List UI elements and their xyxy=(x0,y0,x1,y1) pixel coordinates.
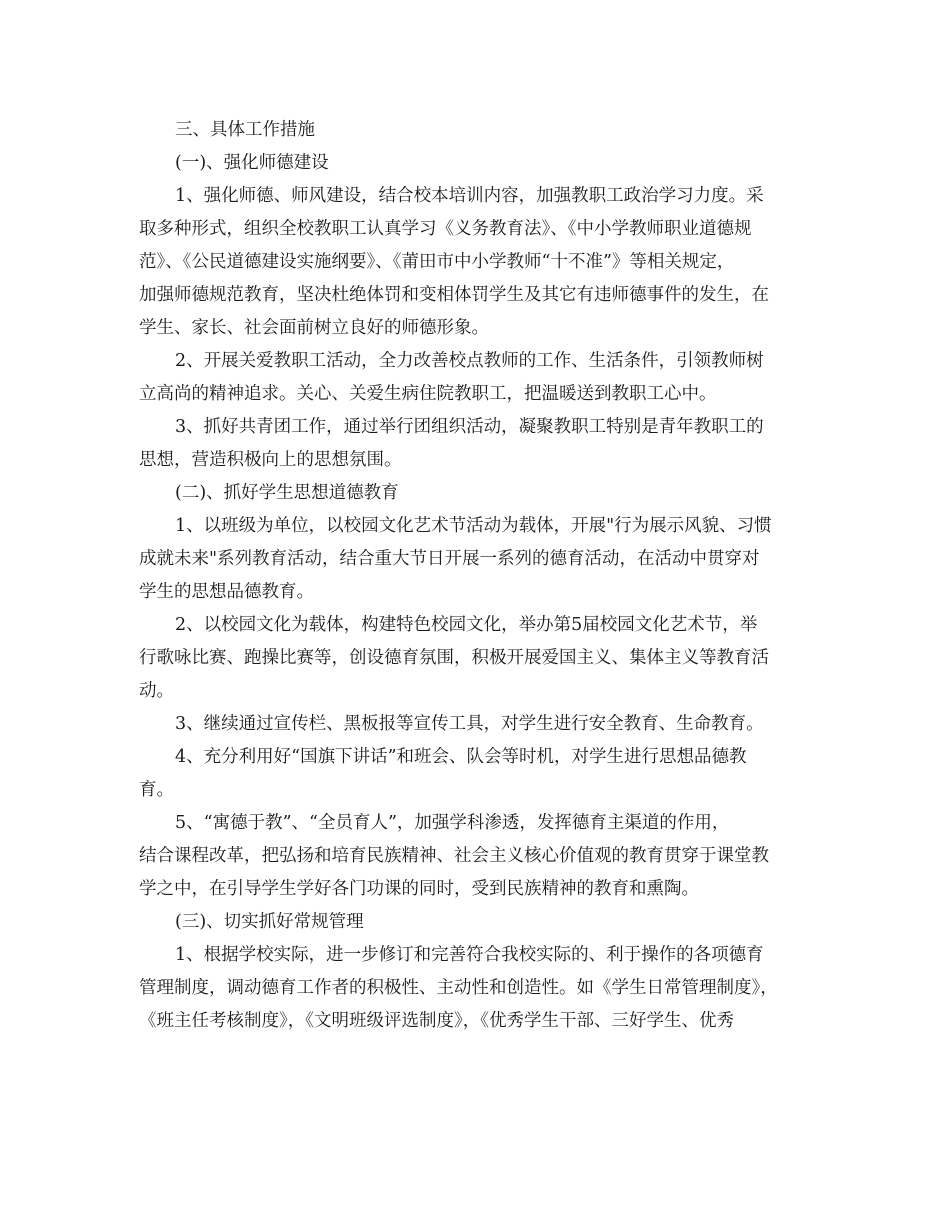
text-line: 4、充分利用好“国旗下讲话”和班会、队会等时机，对学生进行思想品德教 xyxy=(175,747,747,767)
text-line: 2、以校园文化为载体，构建特色校园文化，举办第5届校园文化艺术节，举 xyxy=(175,615,758,635)
text-line: 范》、《公民道德建设实施纲要》、《莆田市中小学教师“十不准”》等相关规定， xyxy=(139,252,735,272)
text-line: 《班主任考核制度》，《文明班级评选制度》，《优秀学生干部、三好学生、优秀 xyxy=(139,1011,734,1031)
text-line: 加强师德规范教育，坚决杜绝体罚和变相体罚学生及其它有违师德事件的发生，在 xyxy=(139,285,769,305)
text-line: 1、以班级为单位，以校园文化艺术节活动为载体，开展"行为展示风貌、习惯 xyxy=(175,516,772,536)
section-heading: 三、具体工作措施 xyxy=(175,120,315,140)
subsection-heading: (一)、强化师德建设 xyxy=(175,153,329,173)
subsection-heading: (二)、抓好学生思想道德教育 xyxy=(175,483,399,503)
text-line: 1、强化师德、师风建设，结合校本培训内容，加强教职工政治学习力度。采 xyxy=(175,186,764,206)
document-body xyxy=(139,114,821,1038)
text-line: 成就未来"系列教育活动，结合重大节日开展一系列的德育活动，在活动中贯穿对 xyxy=(139,549,760,569)
text-line: 2、开展关爱教职工活动，全力改善校点教师的工作、生活条件，引领教师树 xyxy=(175,351,764,371)
text-line: 学之中，在引导学生学好各门功课的同时，受到民族精神的教育和熏陶。 xyxy=(139,879,699,899)
text-line: 思想，营造积极向上的思想氛围。 xyxy=(139,450,402,470)
text-line: 动。 xyxy=(139,681,174,701)
text-line: 育。 xyxy=(139,780,174,800)
text-line: 学生的思想品德教育。 xyxy=(139,582,314,602)
text-line: 3、抓好共青团工作，通过举行团组织活动，凝聚教职工特别是青年教职工的 xyxy=(175,417,764,437)
text-line: 3、继续通过宣传栏、黑板报等宣传工具，对学生进行安全教育、生命教育。 xyxy=(175,714,764,734)
text-line: 取多种形式，组织全校教职工认真学习《义务教育法》、《中小学教师职业道德规 xyxy=(139,219,752,239)
subsection-heading: (三)、切实抓好常规管理 xyxy=(175,912,364,932)
text-line: 管理制度，调动德育工作者的积极性、主动性和创造性。如《学生日常管理制度》， xyxy=(139,978,778,998)
text-line: 立高尚的精神追求。关心、关爱生病住院教职工，把温暖送到教职工心中。 xyxy=(139,384,717,404)
text-line: 行歌咏比赛、跑操比赛等，创设德育氛围，积极开展爱国主义、集体主义等教育活 xyxy=(139,648,769,668)
text-line: 5、“寓德于教”、“全员育人”，加强学科渗透，发挥德育主渠道的作用， xyxy=(175,813,730,833)
text-line: 学生、家长、社会面前树立良好的师德形象。 xyxy=(139,318,489,338)
text-line: 结合课程改革，把弘扬和培育民族精神、社会主义核心价值观的教育贯穿于课堂教 xyxy=(139,846,769,866)
text-line: 1、根据学校实际，进一步修订和完善符合我校实际的、利于操作的各项德育 xyxy=(175,945,764,965)
